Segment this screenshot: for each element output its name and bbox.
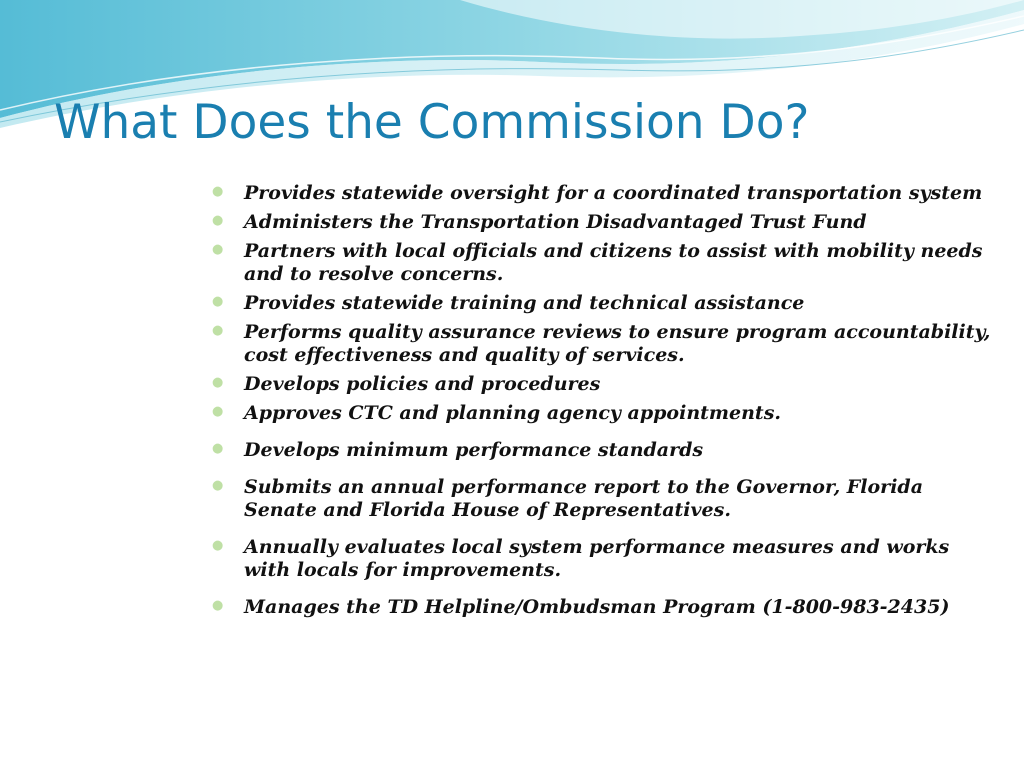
bullet-text: Develops minimum performance standards [244, 439, 704, 461]
bullet-text: Administers the Transportation Disadvantaged Trust Fund [244, 211, 867, 233]
bullet-item [208, 211, 998, 234]
bullet-dot-icon: ● [212, 441, 224, 456]
slide-title: What Does the Commission Do? [54, 95, 810, 150]
bullet-item [208, 439, 998, 462]
bullet-item [208, 402, 998, 425]
bullet-dot-icon: ● [212, 538, 224, 553]
bullet-text: Provides statewide oversight for a coordinated transportation system [244, 182, 983, 204]
bullet-item [208, 596, 998, 619]
bullet-dot-icon: ● [212, 213, 224, 228]
bullet-text: Partners with local officials and citizens to assist with mobility needs and to resolve concerns. [244, 240, 983, 285]
bullet-dot-icon: ● [212, 404, 224, 419]
bullet-dot-icon: ● [212, 598, 224, 613]
bullet-dot-icon: ● [212, 184, 224, 199]
bullet-dot-icon: ● [212, 242, 224, 257]
bullet-text: Performs quality assurance reviews to ensure program accountability, cost effectiveness and quality of services. [244, 321, 991, 366]
bullet-item [208, 536, 998, 582]
bullet-text: Submits an annual performance report to the Governor, Florida Senate and Florida House of Representatives. [244, 476, 924, 521]
bullet-text: Develops policies and procedures [244, 373, 601, 395]
bullet-item [208, 182, 998, 205]
bullet-text: Manages the TD Helpline/Ombudsman Program (1-800-983-2435) [244, 596, 950, 618]
bullet-item [208, 240, 998, 286]
bullet-item [208, 292, 998, 315]
bullet-text: Provides statewide training and technical assistance [244, 292, 805, 314]
bullet-list [208, 182, 998, 625]
bullet-item [208, 373, 998, 396]
bullet-dot-icon: ● [212, 294, 224, 309]
bullet-dot-icon: ● [212, 375, 224, 390]
bullet-text: Approves CTC and planning agency appointments. [244, 402, 782, 424]
bullet-item [208, 321, 998, 367]
bullet-item [208, 476, 998, 522]
bullet-text: Annually evaluates local system performance measures and works with locals for improvements. [244, 536, 950, 581]
bullet-dot-icon: ● [212, 478, 224, 493]
bullet-dot-icon: ● [212, 323, 224, 338]
